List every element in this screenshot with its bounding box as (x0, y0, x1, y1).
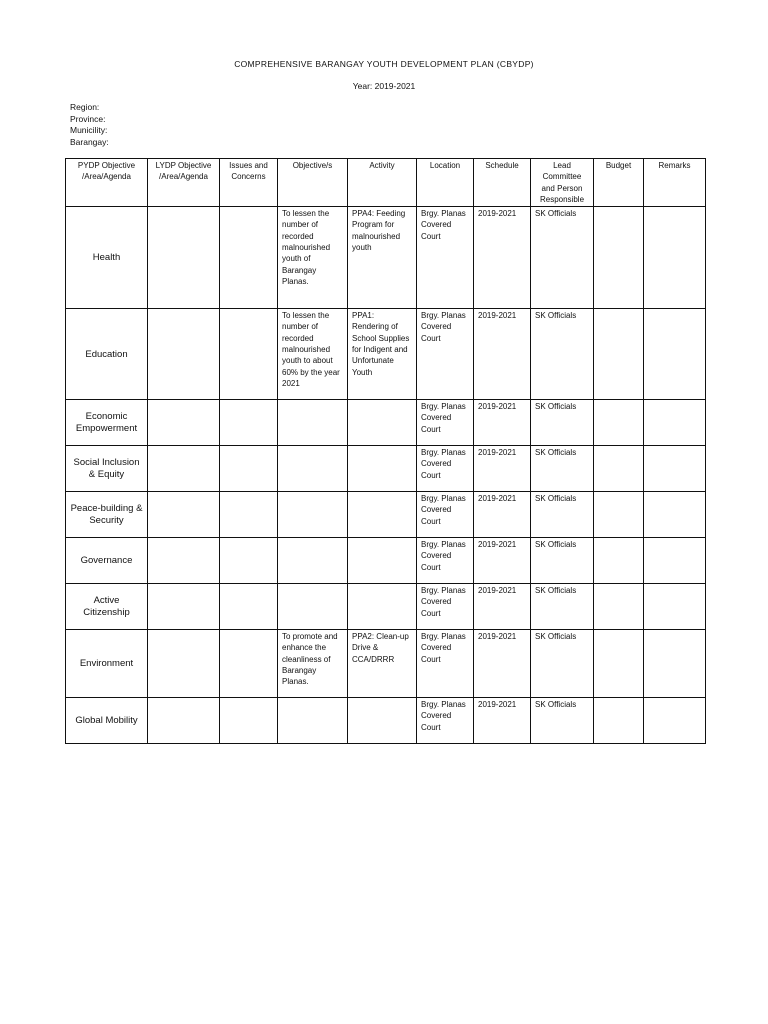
lydp-cell (148, 446, 220, 492)
objective-cell (278, 492, 348, 538)
area-cell: Active Citizenship (66, 584, 148, 630)
area-cell: Peace-building & Security (66, 492, 148, 538)
objective-cell (278, 698, 348, 744)
schedule-cell: 2019-2021 (474, 400, 531, 446)
lydp-cell (148, 538, 220, 584)
lead-cell: SK Officials (531, 630, 594, 698)
activity-cell: PPA2: Clean-up Drive & CCA/DRRR (348, 630, 417, 698)
remarks-cell (644, 492, 706, 538)
budget-cell (594, 492, 644, 538)
location-cell: Brgy. Planas Covered Court (417, 584, 474, 630)
table-row (66, 492, 706, 538)
issues-cell (220, 446, 278, 492)
budget-cell (594, 446, 644, 492)
remarks-cell (644, 446, 706, 492)
budget-cell (594, 309, 644, 400)
activity-cell (348, 446, 417, 492)
objective-cell (278, 446, 348, 492)
lead-cell: SK Officials (531, 400, 594, 446)
lydp-cell (148, 309, 220, 400)
location-cell: Brgy. Planas Covered Court (417, 538, 474, 584)
issues-cell (220, 400, 278, 446)
budget-cell (594, 584, 644, 630)
header-lead: Lead Committee and Person Responsible (531, 159, 594, 207)
remarks-cell (644, 207, 706, 309)
objective-cell: To lessen the number of recorded malnourished youth of Barangay Planas. (278, 207, 348, 309)
area-cell: Education (66, 309, 148, 400)
remarks-cell (644, 309, 706, 400)
objective-cell (278, 538, 348, 584)
schedule-cell: 2019-2021 (474, 698, 531, 744)
lead-cell: SK Officials (531, 584, 594, 630)
location-cell: Brgy. Planas Covered Court (417, 446, 474, 492)
lead-cell: SK Officials (531, 446, 594, 492)
header-lydp: LYDP Objective /Area/Agenda (148, 159, 220, 207)
lydp-cell (148, 584, 220, 630)
lydp-cell (148, 492, 220, 538)
table-header-row (66, 159, 706, 207)
schedule-cell: 2019-2021 (474, 630, 531, 698)
budget-cell (594, 538, 644, 584)
remarks-cell (644, 630, 706, 698)
lead-cell: SK Officials (531, 207, 594, 309)
cbydp-table (65, 158, 706, 744)
table-row (66, 400, 706, 446)
header-schedule: Schedule (474, 159, 531, 207)
schedule-cell: 2019-2021 (474, 446, 531, 492)
header-objectives: Objective/s (278, 159, 348, 207)
area-cell: Global Mobility (66, 698, 148, 744)
objective-cell (278, 584, 348, 630)
table-row (66, 698, 706, 744)
issues-cell (220, 538, 278, 584)
remarks-cell (644, 698, 706, 744)
table-row (66, 630, 706, 698)
remarks-cell (644, 400, 706, 446)
objective-cell: To promote and enhance the cleanliness of Barangay Planas. (278, 630, 348, 698)
issues-cell (220, 309, 278, 400)
issues-cell (220, 207, 278, 309)
issues-cell (220, 698, 278, 744)
location-cell: Brgy. Planas Covered Court (417, 309, 474, 400)
area-cell: Environment (66, 630, 148, 698)
lydp-cell (148, 207, 220, 309)
table-row (66, 584, 706, 630)
area-cell: Health (66, 207, 148, 309)
issues-cell (220, 584, 278, 630)
activity-cell (348, 698, 417, 744)
schedule-cell: 2019-2021 (474, 309, 531, 400)
location-cell: Brgy. Planas Covered Court (417, 207, 474, 309)
header-remarks: Remarks (644, 159, 706, 207)
lydp-cell (148, 698, 220, 744)
lead-cell: SK Officials (531, 698, 594, 744)
objective-cell (278, 400, 348, 446)
municipality-label: Municility: (70, 125, 108, 135)
area-cell: Governance (66, 538, 148, 584)
area-cell: Social Inclusion & Equity (66, 446, 148, 492)
remarks-cell (644, 584, 706, 630)
location-cell: Brgy. Planas Covered Court (417, 400, 474, 446)
header-budget: Budget (594, 159, 644, 207)
header-location: Location (417, 159, 474, 207)
lead-cell: SK Officials (531, 492, 594, 538)
table-row (66, 446, 706, 492)
plan-year: Year: 2019-2021 (352, 81, 416, 91)
location-cell: Brgy. Planas Covered Court (417, 492, 474, 538)
schedule-cell: 2019-2021 (474, 538, 531, 584)
lydp-cell (148, 400, 220, 446)
lead-cell: SK Officials (531, 538, 594, 584)
objective-cell: To lessen the number of recorded malnourished youth to about 60% by the year 2021 (278, 309, 348, 400)
lydp-cell (148, 630, 220, 698)
budget-cell (594, 630, 644, 698)
activity-cell: PPA1: Rendering of School Supplies for Indigent and Unfortunate Youth (348, 309, 417, 400)
document-title: COMPREHENSIVE BARANGAY YOUTH DEVELOPMENT PLAN (CBYDP) (234, 59, 534, 69)
budget-cell (594, 698, 644, 744)
activity-cell: PPA4: Feeding Program for malnourished youth (348, 207, 417, 309)
header-pydp: PYDP Objective /Area/Agenda (66, 159, 148, 207)
table-row (66, 538, 706, 584)
table-row (66, 207, 706, 309)
activity-cell (348, 538, 417, 584)
budget-cell (594, 207, 644, 309)
header-activity: Activity (348, 159, 417, 207)
schedule-cell: 2019-2021 (474, 492, 531, 538)
budget-cell (594, 400, 644, 446)
lead-cell: SK Officials (531, 309, 594, 400)
schedule-cell: 2019-2021 (474, 584, 531, 630)
remarks-cell (644, 538, 706, 584)
header-issues: Issues and Concerns (220, 159, 278, 207)
issues-cell (220, 492, 278, 538)
region-label: Region: (70, 102, 100, 112)
issues-cell (220, 630, 278, 698)
province-label: Province: (70, 113, 106, 124)
activity-cell (348, 400, 417, 446)
barangay-label: Barangay: (70, 136, 109, 147)
schedule-cell: 2019-2021 (474, 207, 531, 309)
activity-cell (348, 492, 417, 538)
location-cell: Brgy. Planas Covered Court (417, 630, 474, 698)
table-row (66, 309, 706, 400)
activity-cell (348, 584, 417, 630)
location-cell: Brgy. Planas Covered Court (417, 698, 474, 744)
location-fields (70, 102, 109, 148)
area-cell: Economic Empowerment (66, 400, 148, 446)
